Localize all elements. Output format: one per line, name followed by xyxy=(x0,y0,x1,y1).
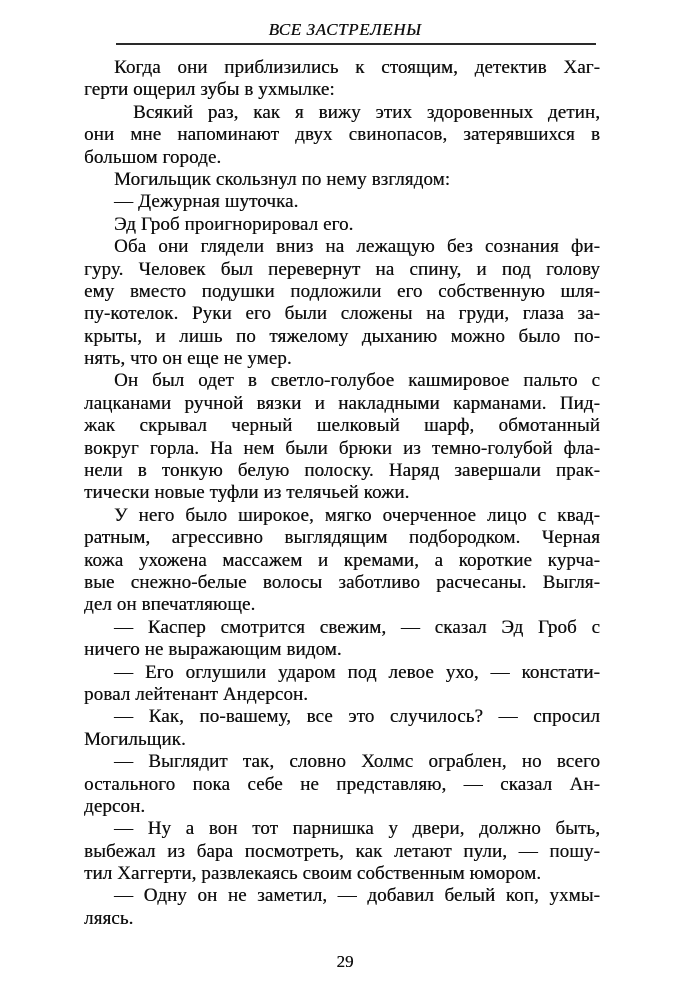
text-line: пу-котелок. Руки его были сложены на груди, глаза за- xyxy=(84,303,600,325)
text-line: — Дежурная шуточка. xyxy=(114,191,299,213)
text-line: ему вместо подушки подложили его собственную шля- xyxy=(84,280,600,302)
text-line: Могильщик. xyxy=(84,728,186,750)
text-line: ляясь. xyxy=(84,907,134,929)
text-line: — Как, по-вашему, все это случилось? — спросил xyxy=(114,706,600,728)
text-line: — Каспер смотрится свежим, — сказал Эд Гроб с xyxy=(114,616,600,638)
text-line: кожа ухожена массажем и кремами, а короткие курча- xyxy=(84,549,600,571)
text-line: — Его оглушили ударом под левое ухо, — констати- xyxy=(114,661,600,683)
text-line: жак скрывал черный шелковый шарф, обмотанный xyxy=(84,415,600,437)
text-line: ровал лейтенант Андерсон. xyxy=(84,683,309,705)
text-line: вокруг горла. На нем были брюки из темно-голубой фла- xyxy=(84,437,600,459)
body-text xyxy=(84,57,600,930)
text-line: нять, что он еще не умер. xyxy=(84,348,292,370)
text-line: лацканами ручной вязки и накладными карманами. Пид- xyxy=(84,392,600,414)
text-line: нели в тонкую белую полоску. Наряд завершали прак- xyxy=(84,460,600,482)
text-line: — Ну а вон тот парнишка у двери, должно быть, xyxy=(114,818,600,840)
text-line: дел он впечатляюще. xyxy=(84,594,256,616)
text-line: Могильщик скользнул по нему взглядом: xyxy=(114,168,451,190)
header-rule xyxy=(116,43,596,45)
text-line: тил Хаггерти, развлекаясь своим собственным юмором. xyxy=(84,863,542,885)
text-line: вые снежно-белые волосы заботливо расчесаны. Выгля- xyxy=(84,571,600,593)
text-line: гуру. Человек был перевернут на спину, и под голову xyxy=(84,258,600,280)
text-line: крыты, и лишь по тяжелому дыханию можно было по- xyxy=(84,325,600,347)
text-line: У него было широкое, мягко очерченное лицо с квад- xyxy=(114,504,600,526)
text-line: герти ощерил зубы в ухмылке: xyxy=(84,79,335,101)
text-line: выбежал из бара посмотреть, как летают пули, — пошу- xyxy=(84,840,600,862)
page-number: 29 xyxy=(336,952,354,971)
text-line: остального пока себе не представляю, — сказал Ан- xyxy=(84,773,600,795)
text-line: Когда они приблизились к стоящим, детектив Хаг- xyxy=(114,57,600,78)
text-line: Оба они глядели вниз на лежащую без сознания фи- xyxy=(114,236,600,258)
text-line: они мне напоминают двух свинопасов, затерявшихся в xyxy=(84,124,600,146)
text-line: дерсон. xyxy=(84,795,146,817)
text-line: ничего не выражающим видом. xyxy=(84,639,342,661)
text-line: — Выглядит так, словно Холмс ограблен, но всего xyxy=(114,751,600,773)
text-line: Всякий раз, как я вижу этих здоровенных детин, xyxy=(133,101,600,123)
text-line: Эд Гроб проигнорировал его. xyxy=(114,213,354,235)
running-header-title: ВСЕ ЗАСТРЕЛЕНЫ xyxy=(268,20,422,39)
text-line: большом городе. xyxy=(84,146,222,168)
text-line: Он был одет в светло-голубое кашмировое пальто с xyxy=(114,370,600,392)
text-line: тически новые туфли из телячьей кожи. xyxy=(84,482,410,504)
text-line: ратным, агрессивно выглядящим подбородком. Черная xyxy=(84,527,600,549)
text-line: — Одну он не заметил, — добавил белый коп, ухмы- xyxy=(114,885,600,907)
